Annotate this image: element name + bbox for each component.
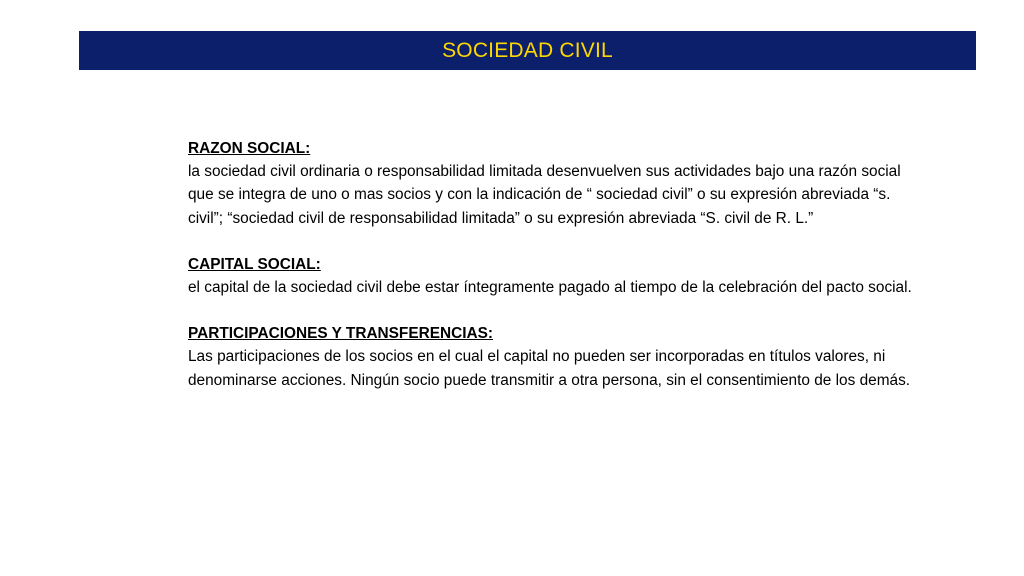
section-text: la sociedad civil ordinaria o responsabilidad limitada desenvuelven sus actividades bajo una razón social que se integra de uno o mas socios y con la indicación de “ sociedad civil” o su expresión abreviada “s. civil”; “sociedad civil de responsabilidad limitada” o su expresión abreviada “S. civil de R. L.” <box>188 163 901 227</box>
section-capital-social <box>188 253 928 299</box>
slide-title: SOCIEDAD CIVIL <box>442 38 613 62</box>
section-heading: CAPITAL SOCIAL: <box>188 255 321 273</box>
section-razon-social <box>188 137 928 230</box>
title-bar <box>79 31 976 70</box>
section-heading: PARTICIPACIONES Y TRANSFERENCIAS: <box>188 325 493 343</box>
section-participaciones <box>188 322 928 392</box>
section-text: el capital de la sociedad civil debe estar íntegramente pagado al tiempo de la celebración del pacto social. <box>188 279 912 297</box>
slide-content <box>188 137 928 415</box>
section-text: Las participaciones de los socios en el cual el capital no pueden ser incorporadas en títulos valores, ni denominarse acciones. Ningún socio puede transmitir a otra persona, sin el consentimiento de los demás. <box>188 348 911 389</box>
section-heading: RAZON SOCIAL: <box>188 140 311 157</box>
